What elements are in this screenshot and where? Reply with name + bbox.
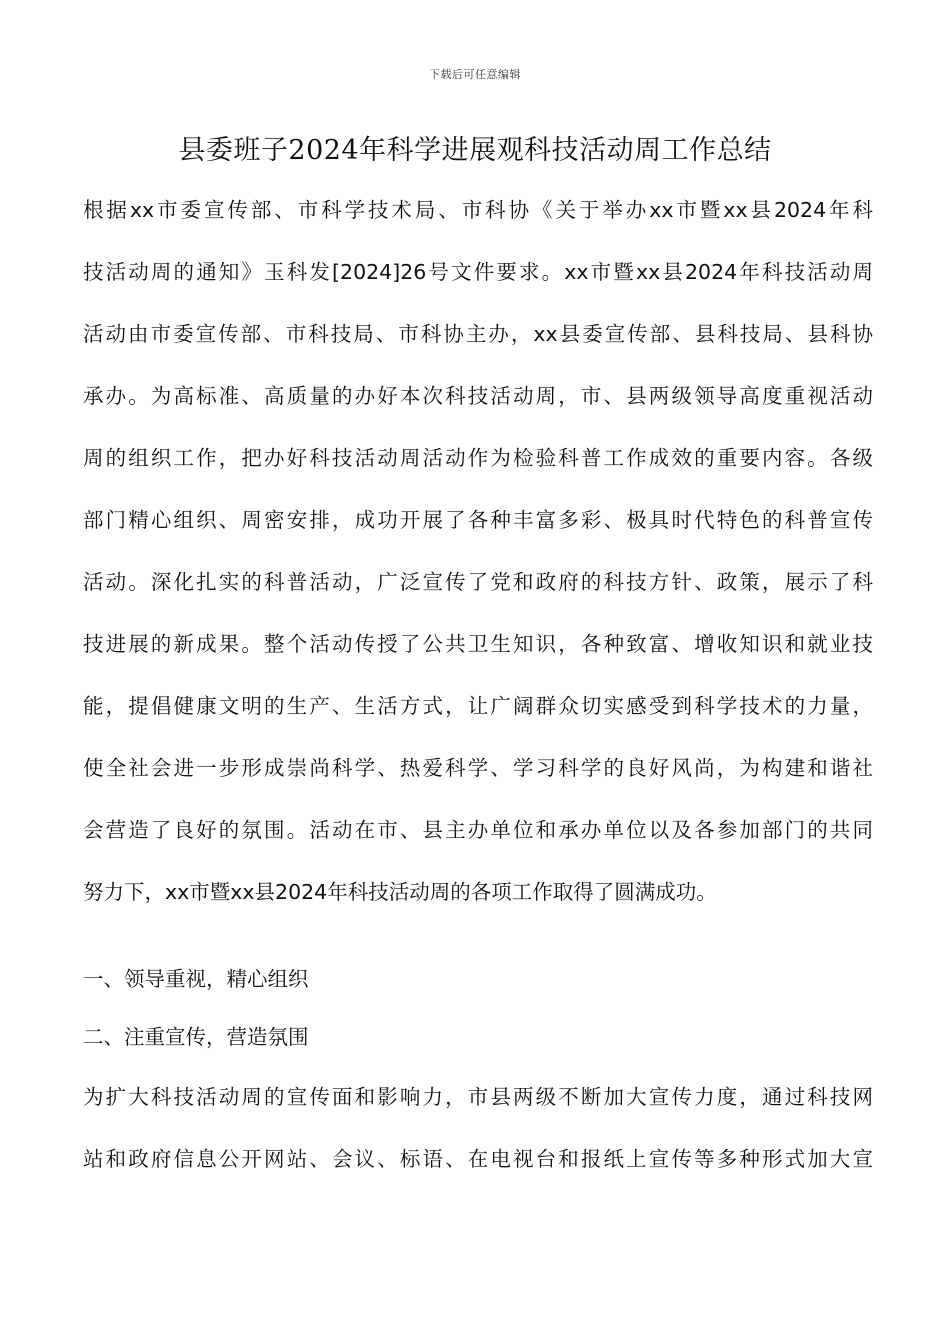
paragraph-line: 能，提倡健康文明的生产、生活方式，让广阔群众切实感受到科学技术的力量， xyxy=(83,694,873,718)
paragraph-line: 会营造了良好的氛围。活动在市、县主办单位和承办单位以及各参加部门的共同 xyxy=(83,818,873,842)
paragraph-line: 活动由市委宣传部、市科技局、市科协主办，xx县委宣传部、县科技局、县科协 xyxy=(83,322,873,346)
paragraph-line: 周的组织工作，把办好科技活动周活动作为检验科普工作成效的重要内容。各级 xyxy=(83,446,873,470)
paragraph-line: 承办。为高标准、高质量的办好本次科技活动周，市、县两级领导高度重视活动 xyxy=(83,384,873,408)
paragraph-line: 使全社会进一步形成崇尚科学、热爱科学、学习科学的良好风尚，为构建和谐社 xyxy=(83,756,873,780)
paragraph-line: 技进展的新成果。整个活动传授了公共卫生知识，各种致富、增收知识和就业技 xyxy=(83,632,873,656)
paragraph-line: 根据xx市委宣传部、市科学技术局、市科协《关于举办xx市暨xx县2024年科 xyxy=(83,198,873,222)
paragraph-line: 为扩大科技活动周的宣传面和影响力，市县两级不断加大宣传力度，通过科技网 xyxy=(83,1085,873,1109)
header-note: 下载后可任意编辑 xyxy=(429,68,521,81)
paragraph-line: 技活动周的通知》玉科发[2024]26号文件要求。xx市暨xx县2024年科技活动周 xyxy=(83,260,873,284)
document-title: 县委班子2024年科学进展观科技活动周工作总结 xyxy=(178,135,772,166)
paragraph-line: 站和政府信息公开网站、会议、标语、在电视台和报纸上宣传等多种形式加大宣 xyxy=(83,1147,873,1171)
paragraph-line: 努力下，xx市暨xx县2024年科技活动周的各项工作取得了圆满成功。 xyxy=(83,880,717,904)
paragraph-publicity xyxy=(83,1066,873,1190)
section-headings xyxy=(83,950,873,1066)
paragraph-intro xyxy=(83,179,873,923)
section-heading-1: 一、领导重视，精心组织 xyxy=(83,967,309,991)
paragraph-line: 活动。深化扎实的科普活动，广泛宣传了党和政府的科技方针、政策，展示了科 xyxy=(83,570,873,594)
section-heading-2: 二、注重宣传，营造氛围 xyxy=(83,1025,309,1049)
paragraph-line: 部门精心组织、周密安排，成功开展了各种丰富多彩、极具时代特色的科普宣传 xyxy=(83,508,873,532)
